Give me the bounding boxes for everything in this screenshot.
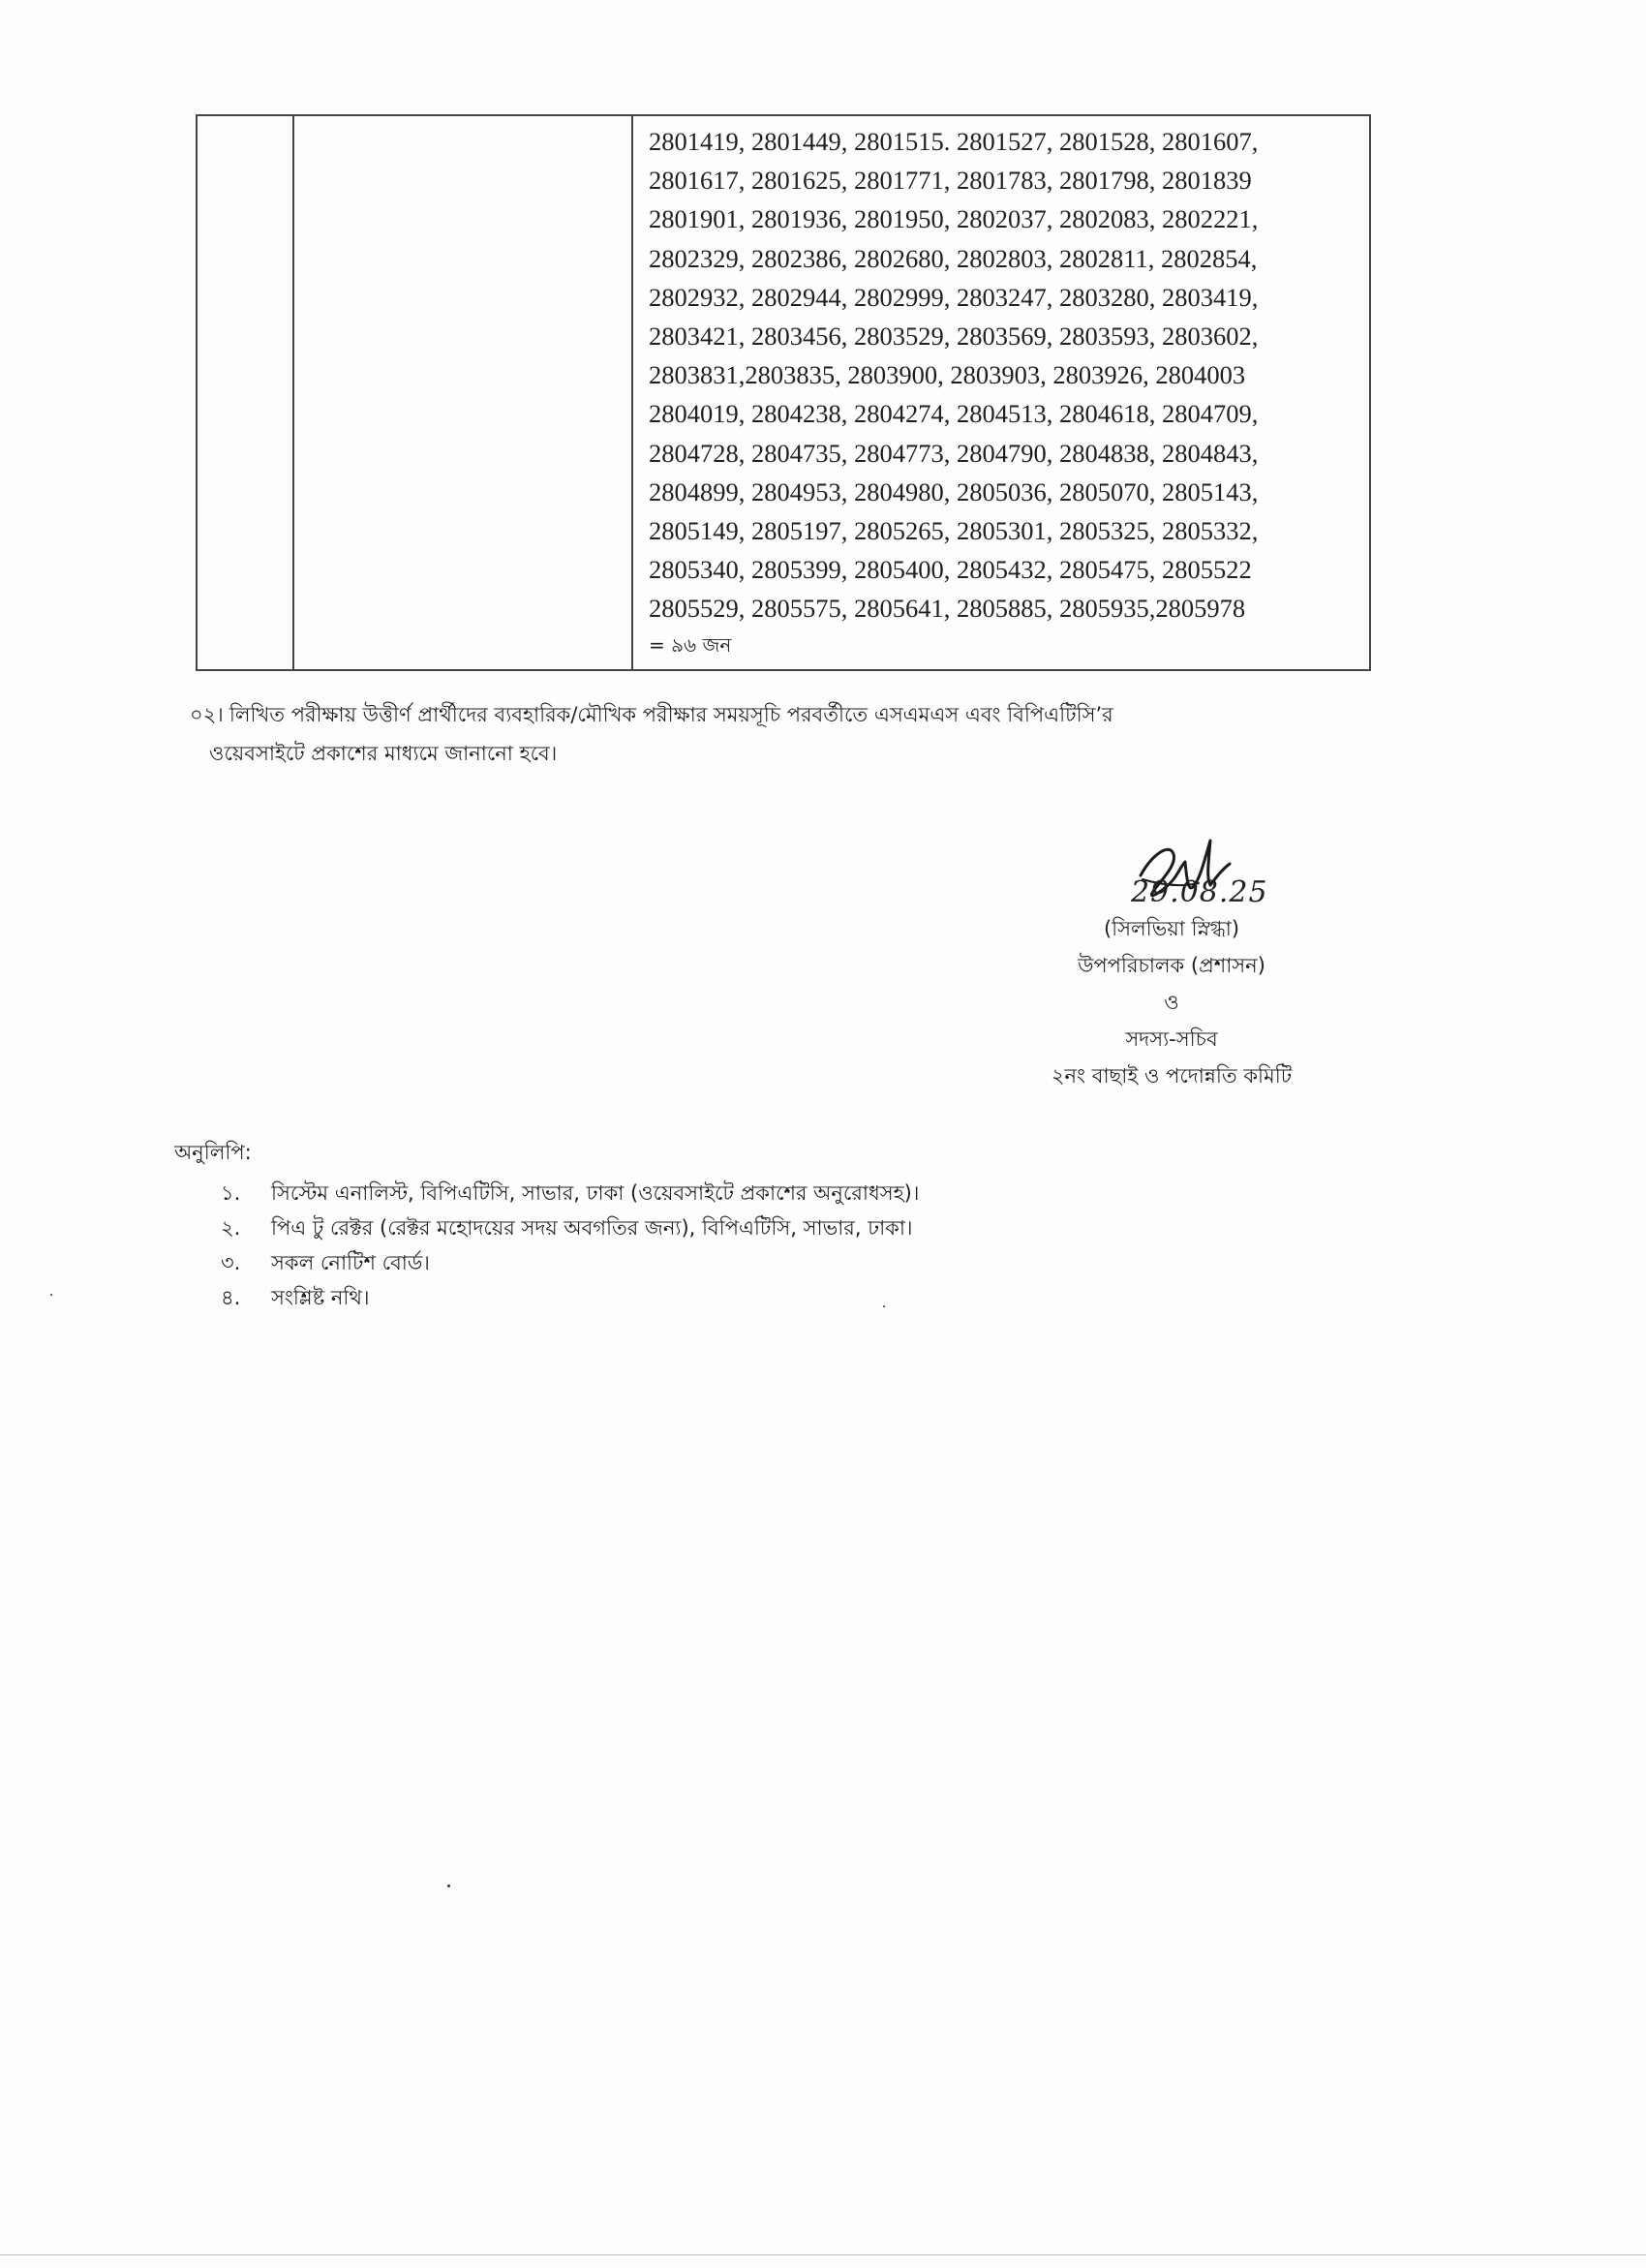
scan-edge <box>0 2254 1646 2255</box>
signatory-block <box>968 910 1375 1094</box>
list-item-number: ১. <box>221 1181 241 1205</box>
table-column-divider <box>292 116 294 669</box>
roll-number-line: 2805529, 2805575, 2805641, 2805885, 2805935,2805978 <box>649 594 1246 624</box>
roll-number-line: 2801419, 2801449, 2801515. 2801527, 2801528, 2801607, <box>649 127 1259 156</box>
list-item-text: সিস্টেম এনালিস্ট, বিপিএটিসি, সাভার, ঢাকা (ওয়েবসাইটে প্রকাশের অনুরোধসহ)। <box>271 1181 920 1205</box>
list-item-text: সকল নোটিশ বোর্ড। <box>271 1251 430 1274</box>
paragraph-number: ০২। <box>190 703 224 726</box>
scan-speck <box>883 1305 885 1307</box>
list-item-number: ৩. <box>221 1251 241 1274</box>
roll-number-line: 2802932, 2802944, 2802999, 2803247, 2803280, 2803419, <box>649 282 1259 312</box>
scan-speck <box>447 1885 450 1887</box>
list-item-number: ৪. <box>221 1286 241 1309</box>
signatory-name: (সিলভিয়া স্নিগ্ধা) <box>1103 917 1240 940</box>
candidate-total: = ৯৬ জন <box>649 632 732 657</box>
list-item-text: সংশ্লিষ্ট নথি। <box>271 1286 370 1309</box>
scan-speck <box>50 1294 52 1296</box>
roll-number-line: 2801901, 2801936, 2801950, 2802037, 2802083, 2802221, <box>649 204 1259 234</box>
list-item-number: ২. <box>221 1216 241 1240</box>
signature-date: 29.08.25 <box>1131 875 1268 909</box>
copy-to-list <box>221 1176 919 1315</box>
roll-number-line: 2804019, 2804238, 2804274, 2804513, 2804618, 2804709, <box>649 399 1259 429</box>
list-item-text: পিএ টু রেক্টর (রেক্টর মহোদয়ের সদয় অবগতির জন্য), বিপিএটিসি, সাভার, ঢাকা। <box>271 1216 913 1240</box>
signatory-conjunction: ও <box>1164 991 1179 1014</box>
roll-number-line: 2803421, 2803456, 2803529, 2803569, 2803593, 2803602, <box>649 322 1259 352</box>
roll-number-line: 2804899, 2804953, 2804980, 2805036, 2805070, 2805143, <box>649 476 1259 506</box>
table-column-divider <box>631 116 633 669</box>
roll-number-line: 2805340, 2805399, 2805400, 2805432, 2805475, 2805522 <box>649 555 1252 585</box>
list-item <box>221 1211 919 1245</box>
list-item <box>221 1280 919 1315</box>
list-item <box>221 1176 919 1211</box>
paragraph-text: লিখিত পরীক্ষায় উত্তীর্ণ প্রার্থীদের ব্যবহারিক/মৌখিক পরীক্ষার সময়সূচি পরবর্তীতে এসএমএস এবং বিপিএটিসি’র <box>229 703 1113 726</box>
signatory-role: সদস্য-সচিব <box>1125 1027 1218 1051</box>
roll-number-line: 2805149, 2805197, 2805265, 2805301, 2805325, 2805332, <box>649 516 1259 546</box>
signatory-committee: ২নং বাছাই ও পদোন্নতি কমিটি <box>1051 1064 1293 1088</box>
list-item <box>221 1245 919 1280</box>
roll-number-line: 2804728, 2804735, 2804773, 2804790, 2804838, 2804843, <box>649 438 1259 468</box>
roll-number-line: 2802329, 2802386, 2802680, 2802803, 2802811, 2802854, <box>649 243 1258 273</box>
roll-number-table <box>196 114 1371 671</box>
roll-number-cell <box>649 122 1365 661</box>
roll-number-line: 2801617, 2801625, 2801771, 2801783, 2801798, 2801839 <box>649 166 1252 196</box>
notice-paragraph-2 <box>190 695 1394 773</box>
signatory-designation: উপপরিচালক (প্রশাসন) <box>1078 954 1265 977</box>
copy-to-heading: অনুলিপি: <box>174 1141 252 1164</box>
roll-number-line: 2803831,2803835, 2803900, 2803903, 2803926, 2804003 <box>649 360 1246 390</box>
paragraph-continuation: ওয়েবসাইটে প্রকাশের মাধ্যমে জানানো হবে। <box>209 742 558 765</box>
